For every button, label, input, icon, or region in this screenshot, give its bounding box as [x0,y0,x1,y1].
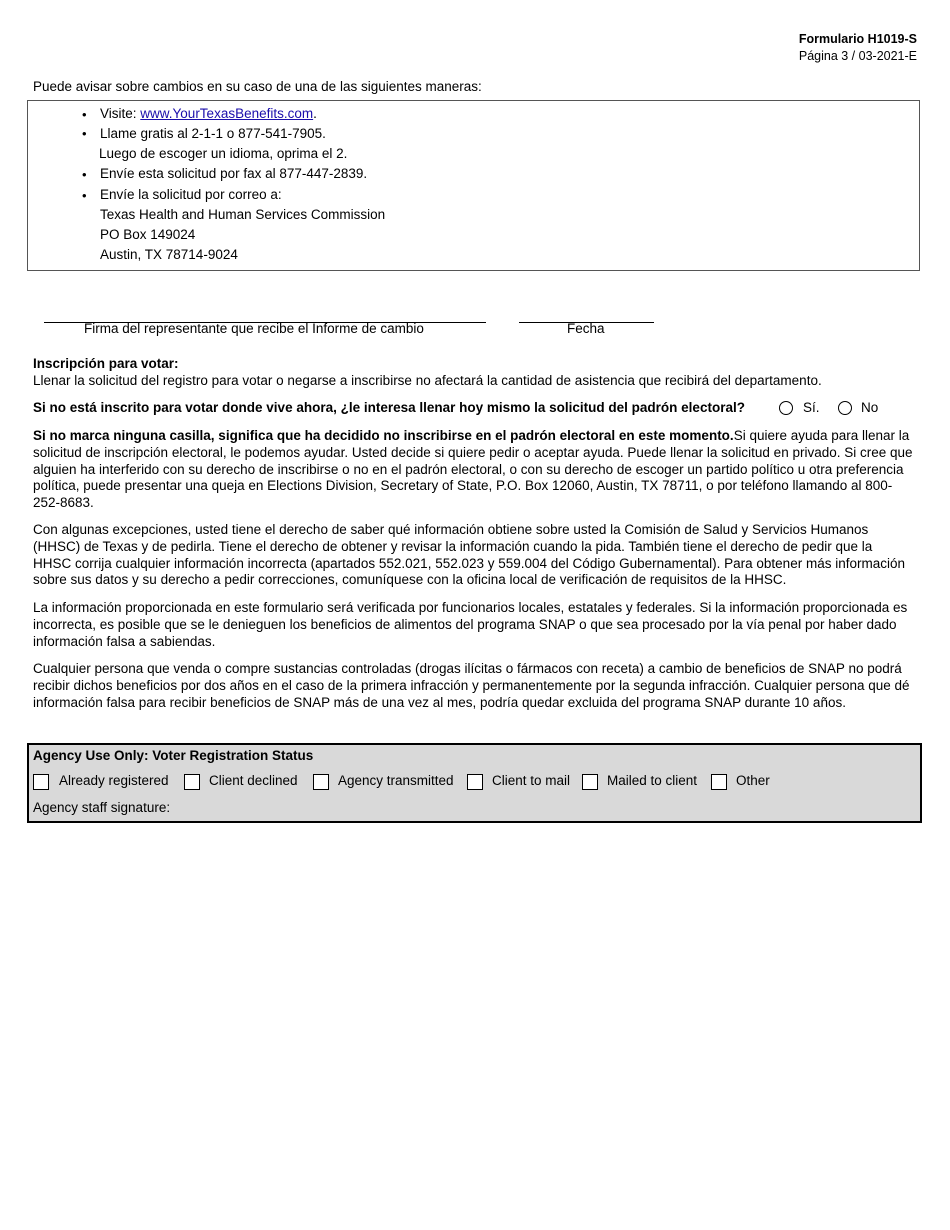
visit-suffix: . [313,106,317,121]
no-mark-text: Si quiere ayuda para llenar la solicitud de inscripción electoral, le podemos ayudar. Usted decide si quiere pedir o aceptar ayuda. Puede llenar la solicitud en privado. Si cree que alguien ha interferido con su derecho de inscribirse o no en el padrón electoral, o con su derecho de escoger un partido político u otra preferencia política, puede presentar una queja en Elections Division, Secretary of State, P.O. Box 12060, Austin, TX 78711, o por teléfono llamando al 800-252-8683. [33,428,913,511]
rights-paragraph: Con algunas excepciones, usted tiene el derecho de saber qué información obtiene sobre usted la Comisión de Salud y Servicios Humanos (HHSC) de Texas y de pedirla. Tiene el derecho de obtener y revisar la información cuando la pida. También tiene el derecho de pedir que la HHSC corrija cualquier información incorrecta (apartados 552.021, 552.023 y 559.004 del Código Gubernamental). Para obtener más información sobre sus datos y su derecho a pedir correcciones, comuníquese con la oficina local de verificación de requisitos de la HHSC. [33,522,905,588]
contact-methods-box [27,100,920,271]
already-registered-checkbox[interactable] [33,774,49,790]
website-link[interactable]: www.YourTexasBenefits.com [140,106,314,121]
already-registered-label: Already registered [59,773,169,788]
bullet: • [82,107,87,122]
mailed-to-client-label: Mailed to client [607,773,698,788]
voter-question: Si no está inscrito para votar donde vive ahora, ¿le interesa llenar hoy mismo la solicitud del padrón electoral? [33,400,745,415]
client-to-mail-label: Client to mail [492,773,571,788]
call-line: Llame gratis al 2-1-1 o 877-541-7905. [100,126,326,141]
agency-transmitted-label: Agency transmitted [338,773,454,788]
other-checkbox[interactable] [711,774,727,790]
yes-radio[interactable] [779,401,793,415]
visit-prefix: Visite: [100,106,141,121]
intro-text: Puede avisar sobre cambios en su caso de una de las siguientes maneras: [33,79,482,94]
bullet: • [82,188,87,203]
address-line: PO Box 149024 [100,227,196,242]
bullet: • [82,167,87,182]
client-to-mail-checkbox[interactable] [467,774,483,790]
verification-paragraph: La información proporcionada en este formulario será verificada por funcionarios locales, estatales y federales. Si la información proporcionada es incorrecta, es posible que se le denieguen los beneficios de alimentos del programa SNAP o que sea procesado por la vía penal por haber dado información falsa a sabiendas. [33,600,908,649]
penalty-paragraph: Cualquier persona que venda o compre sustancias controladas (drogas ilícitas o fármacos con receta) a cambio de beneficios de SNAP no podrá recibir dichos beneficios por dos años en el caso de la primera infracción y permanentemente por la segunda infracción. Cualquier persona que dé información falsa para recibir beneficios de SNAP más de una vez al mes, podría quedar excluida del programa SNAP durante 10 años. [33,661,910,710]
mailed-to-client-checkbox[interactable] [582,774,598,790]
voter-text: Llenar la solicitud del registro para votar o negarse a inscribirse no afectará la cantidad de asistencia que recibirá del departamento. [33,373,822,388]
no-radio[interactable] [838,401,852,415]
agency-title: Agency Use Only: Voter Registration Status [33,748,314,763]
client-declined-label: Client declined [209,773,298,788]
call-sub-line: Luego de escoger un idioma, oprima el 2. [99,146,348,161]
other-label: Other [736,773,770,788]
voter-heading: Inscripción para votar: [33,356,179,371]
visit-line [100,106,317,121]
form-number: Formulario H1019-S [798,32,917,46]
agency-use-box [27,743,922,823]
no-label: No [861,400,879,415]
address-line: Austin, TX 78714-9024 [100,247,238,262]
page-info: Página 3 / 03-2021-E [798,49,917,63]
yes-label: Sí. [803,400,820,415]
mail-line: Envíe la solicitud por correo a: [100,187,282,202]
address-line: Texas Health and Human Services Commission [100,207,386,222]
agency-staff-signature-label: Agency staff signature: [33,800,171,815]
bullet: • [82,126,87,141]
agency-transmitted-checkbox[interactable] [313,774,329,790]
no-mark-bold: Si no marca ninguna casilla, significa que ha decidido no inscribirse en el padrón electoral en este momento. [33,428,734,443]
no-mark-paragraph [33,428,913,512]
representative-signature-label: Firma del representante que recibe el Informe de cambio [84,321,424,336]
date-label: Fecha [567,321,605,336]
fax-line: Envíe esta solicitud por fax al 877-447-2839. [100,166,368,181]
client-declined-checkbox[interactable] [184,774,200,790]
